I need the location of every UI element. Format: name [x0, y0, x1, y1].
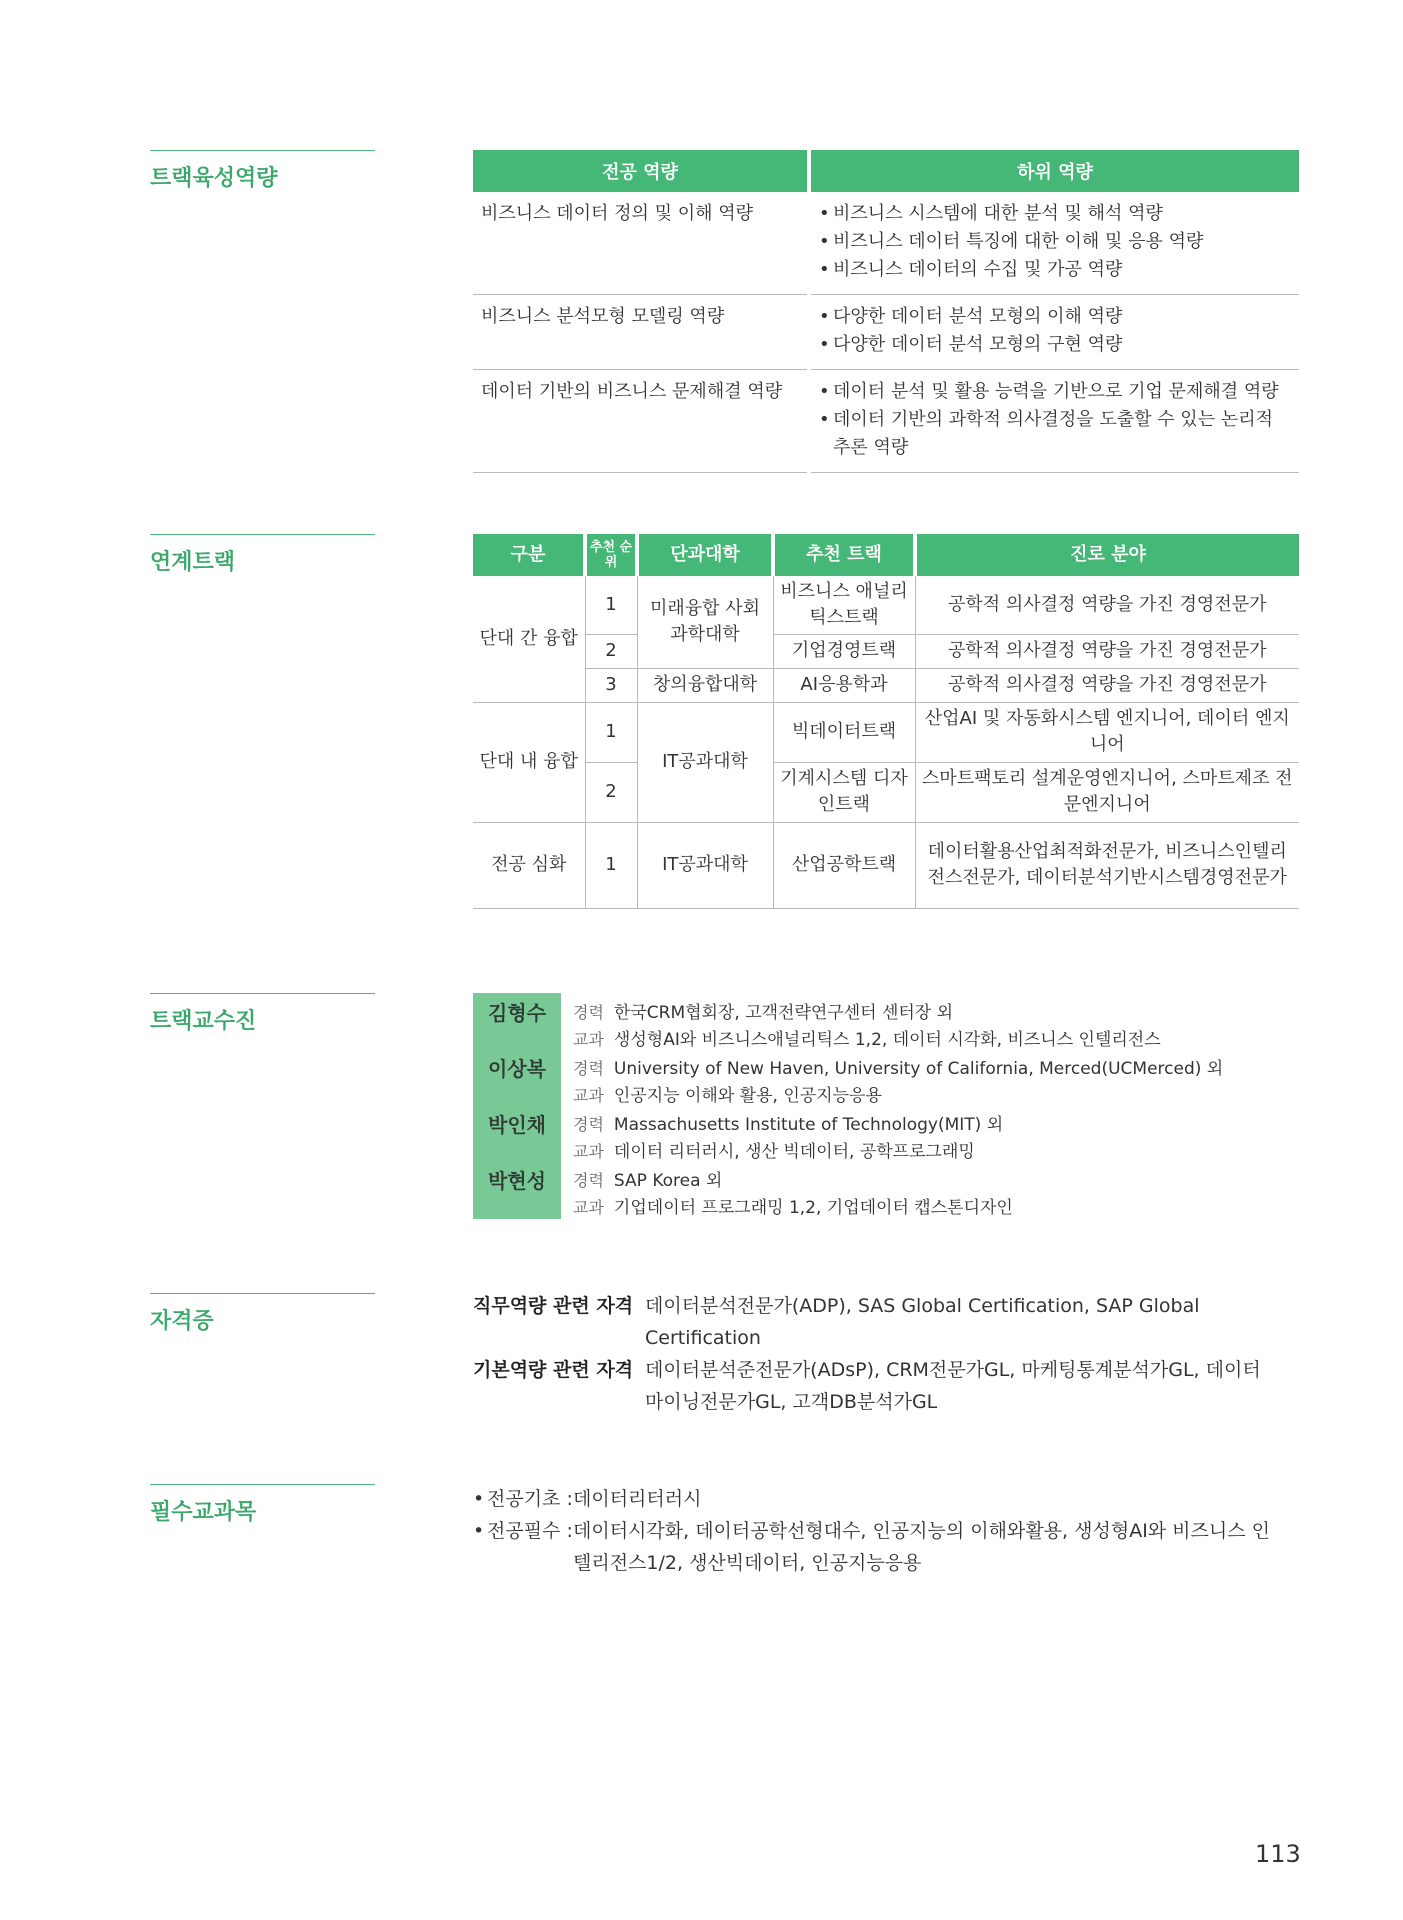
- header-category: 구분: [473, 534, 585, 576]
- career-cell: 산업AI 및 자동화시스템 엔지니어, 데이터 엔지니어: [915, 702, 1299, 762]
- rank-cell: 3: [585, 668, 637, 702]
- section-label-faculty: 트랙교수진: [150, 993, 375, 1035]
- rank-cell: 1: [585, 702, 637, 762]
- section-label-certificate: 자격증: [150, 1293, 375, 1335]
- track-cell: 기계시스템 디자인트랙: [773, 762, 915, 822]
- rank-cell: 2: [585, 762, 637, 822]
- career-tag: 경력: [573, 1115, 604, 1134]
- career-cell: 공학적 의사결정 역량을 가진 경영전문가: [915, 634, 1299, 668]
- table-row: [473, 668, 1299, 702]
- header-track: 추천 트랙: [773, 534, 915, 576]
- table-row: [473, 295, 1299, 370]
- table-row: [473, 192, 1299, 295]
- career-text: 한국CRM협회장, 고객전략연구센터 센터장 외: [613, 1003, 954, 1023]
- faculty-name: 박인채: [488, 1113, 546, 1137]
- career-cell: 공학적 의사결정 역량을 가진 경영전문가: [915, 668, 1299, 702]
- faculty-name: 이상복: [488, 1057, 546, 1081]
- faculty-course: [573, 1193, 1013, 1218]
- header-sub-competency: 하위 역량: [809, 150, 1299, 192]
- competency-table: [473, 150, 1299, 473]
- header-major-competency: 전공 역량: [473, 150, 809, 192]
- faculty-name: 박현성: [488, 1169, 546, 1193]
- required-course-key: 전공기초 :: [487, 1488, 573, 1510]
- career-cell: 스마트팩토리 설계운영엔지니어, 스마트제조 전문엔지니어: [915, 762, 1299, 822]
- career-tag: 경력: [573, 1171, 604, 1190]
- track-cell: 빅데이터트랙: [773, 702, 915, 762]
- career-text: Massachusetts Institute of Technology(MIT) 외: [613, 1115, 1004, 1135]
- rank-cell: 1: [585, 576, 637, 634]
- sub-competency-list: [809, 295, 1299, 370]
- table-row: [473, 822, 1299, 908]
- bullet-icon: •: [473, 1488, 485, 1510]
- course-text: 기업데이터 프로그래밍 1,2, 기업데이터 캡스톤디자인: [613, 1198, 1013, 1218]
- list-item: • 데이터 분석 및 활용 능력을 기반으로 기업 문제해결 역량: [819, 378, 1291, 406]
- major-competency: 비즈니스 데이터 정의 및 이해 역량: [473, 192, 809, 295]
- rank-cell: 1: [585, 822, 637, 908]
- section-label-required-courses: 필수교과목: [150, 1484, 375, 1526]
- section-label-linked-track: 연계트랙: [150, 534, 375, 576]
- career-cell: 데이터활용산업최적화전문가, 비즈니스인텔리전스전문가, 데이터분석기반시스템경영전문가: [915, 822, 1299, 908]
- header-rank: 추천 순위: [585, 534, 637, 576]
- faculty-career: [573, 1110, 1003, 1135]
- header-college: 단과대학: [637, 534, 773, 576]
- course-text: 데이터 리터러시, 생산 빅데이터, 공학프로그래밍: [613, 1142, 975, 1162]
- linked-track-table: [473, 534, 1299, 909]
- college-cell: 창의융합대학: [637, 668, 773, 702]
- table-row: [473, 370, 1299, 473]
- track-cell: 비즈니스 애널리틱스트랙: [773, 576, 915, 634]
- college-cell: IT공과대학: [637, 702, 773, 822]
- group-label: 단대 간 융합: [473, 576, 585, 702]
- required-course-value: 데이터시각화, 데이터공학선형대수, 인공지능의 이해와활용, 생성형AI와 비즈니스 인텔리전스1/2, 생산빅데이터, 인공지능응용: [573, 1520, 1270, 1574]
- course-tag: 교과: [573, 1198, 604, 1217]
- required-course-key: 전공필수 :: [487, 1520, 573, 1542]
- group-label: 전공 심화: [473, 822, 585, 908]
- required-course-value: 데이터리터러시: [573, 1488, 702, 1510]
- list-item: • 비즈니스 데이터 특징에 대한 이해 및 응용 역량: [819, 228, 1291, 256]
- bullet-icon: •: [473, 1520, 485, 1542]
- header-career: 진로 분야: [915, 534, 1299, 576]
- list-item: • 데이터 기반의 과학적 의사결정을 도출할 수 있는 논리적 추론 역량: [819, 406, 1291, 462]
- course-tag: 교과: [573, 1086, 604, 1105]
- career-text: SAP Korea 외: [613, 1171, 723, 1191]
- certificate-value: 데이터분석준전문가(ADsP), CRM전문가GL, 마케팅통계분석가GL, 데이터마이닝전문가GL, 고객DB분석가GL: [645, 1359, 1261, 1413]
- course-text: 생성형AI와 비즈니스애널리틱스 1,2, 데이터 시각화, 비즈니스 인텔리전스: [613, 1030, 1161, 1050]
- faculty-course: [573, 1081, 882, 1106]
- group-label: 단대 내 융합: [473, 702, 585, 822]
- career-text: University of New Haven, University of California, Merced(UCMerced) 외: [613, 1059, 1224, 1079]
- list-item: • 비즈니스 시스템에 대한 분석 및 해석 역량: [819, 200, 1291, 228]
- faculty-list: [473, 993, 1299, 1219]
- faculty-course: [573, 1025, 1161, 1050]
- college-cell: 미래융합 사회과학대학: [637, 576, 773, 668]
- section-label-competency: 트랙육성역량: [150, 150, 375, 192]
- rank-cell: 2: [585, 634, 637, 668]
- faculty-career: [573, 1054, 1223, 1079]
- career-tag: 경력: [573, 1059, 604, 1078]
- page-number: 113: [1255, 1840, 1301, 1868]
- course-tag: 교과: [573, 1142, 604, 1161]
- faculty-name: 김형수: [488, 1001, 546, 1025]
- table-row: [473, 576, 1299, 634]
- faculty-career: [573, 998, 953, 1023]
- list-item: • 다양한 데이터 분석 모형의 이해 역량: [819, 303, 1291, 331]
- table-row: [473, 634, 1299, 668]
- major-competency: 데이터 기반의 비즈니스 문제해결 역량: [473, 370, 809, 473]
- table-row: [473, 702, 1299, 762]
- list-item: • 다양한 데이터 분석 모형의 구현 역량: [819, 331, 1291, 359]
- course-tag: 교과: [573, 1030, 604, 1049]
- certificate-key: 직무역량 관련 자격: [473, 1295, 634, 1317]
- list-item: • 비즈니스 데이터의 수집 및 가공 역량: [819, 256, 1291, 284]
- course-text: 인공지능 이해와 활용, 인공지능응용: [613, 1086, 882, 1106]
- career-cell: 공학적 의사결정 역량을 가진 경영전문가: [915, 576, 1299, 634]
- sub-competency-list: [809, 370, 1299, 473]
- track-cell: 기업경영트랙: [773, 634, 915, 668]
- faculty-course: [573, 1137, 975, 1162]
- track-cell: AI응용학과: [773, 668, 915, 702]
- certificate-value: 데이터분석전문가(ADP), SAS Global Certification, SAP Global Certification: [645, 1295, 1200, 1349]
- certificate-key: 기본역량 관련 자격: [473, 1359, 634, 1381]
- career-tag: 경력: [573, 1003, 604, 1022]
- college-cell: IT공과대학: [637, 822, 773, 908]
- faculty-career: [573, 1166, 722, 1191]
- table-row: [473, 762, 1299, 822]
- track-cell: 산업공학트랙: [773, 822, 915, 908]
- major-competency: 비즈니스 분석모형 모델링 역량: [473, 295, 809, 370]
- sub-competency-list: [809, 192, 1299, 295]
